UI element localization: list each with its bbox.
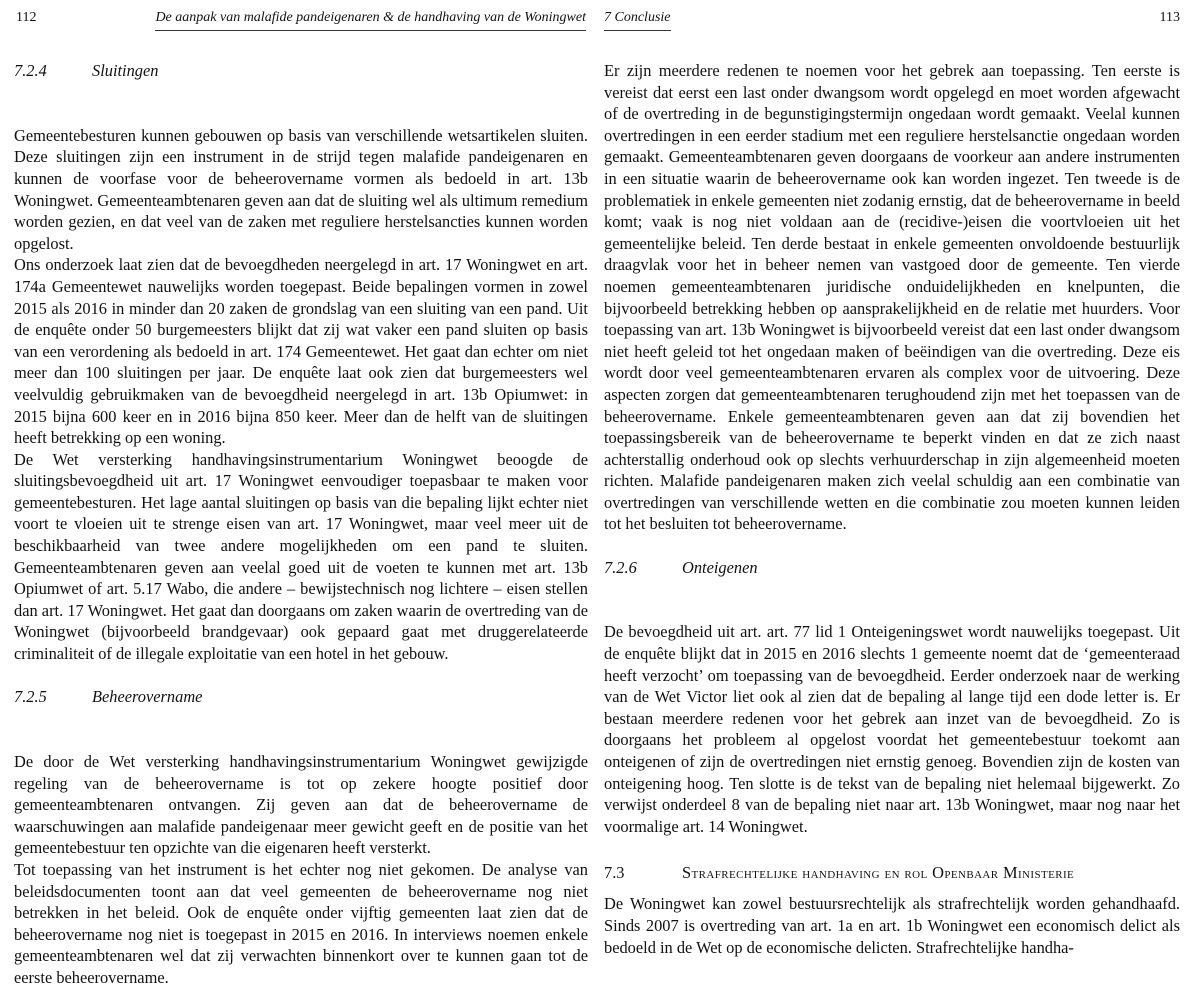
- paragraph: Er zijn meerdere redenen te noemen voor het gebrek aan toepassing. Ten eerste is vereist dat eerst een last onder dwangsom wordt opgelegd en moet worden afgewacht of de overtreding in de begunstigingstermijn ongedaan wordt gemaakt. Veelal kunnen overtredingen in een eerder stadium met een reguliere herstelsanctie ongedaan worden gemaakt. Gemeenteambtenaren geven doorgaans de voorkeur aan andere instrumenten in een situatie waarin de beheerovername ook kan worden ingezet. Ten tweede is de problematiek in enkele gemeenten niet zodanig ernstig, dat de beheerovername in beeld komt; vaak is nog niet voldaan aan de (recidive-)eisen die voortvloeien uit het gemeentelijke beleid. Ten derde bestaat in enkele gemeenten onvoldoende bestuurlijk draagvlak voor het in beheer nemen van vastgoed door de gemeente. Ten vierde noemen gemeenteambtenaren juridische onduidelijkheden en knelpunten, die bijvoorbeeld betrekking hebben op aansprakelijkheid en de relatie met huurders. Voor toepassing van art. 13b Woningwet is bijvoorbeeld vereist dat een last onder dwangsom niet heeft geleid tot het ongedaan maken of beëindigen van die overtreding. Deze eis wordt door veel gemeenteambtenaren ervaren als complex voor de uitvoering. Deze aspecten zorgen dat gemeenteambtenaren terughoudend zijn met het toepassen van de beheerovername. Enkele gemeenteambtenaren geven aan dat zij bovendien het toepassingsbereik van de beheerovername te beperkt vinden en dat ze zich naast achterstallig onderhoud ook op slechts verhuurderschap in zijn algemeenheid moeten richten. Malafide pandeigenaren maken zich veelal schuldig aan een combinatie van overtredingen van verschillende wetten en die combinatie zou moeten kunnen leiden tot het besluiten tot beheerovername.: [604, 61, 1180, 534]
- running-head-right: [604, 8, 1180, 30]
- left-running-title: De aanpak van malafide pandeigenaren & de handhaving van de Woningwet: [155, 8, 586, 31]
- section-number: 7.2.5: [14, 687, 47, 707]
- section-title: Onteigenen: [682, 557, 758, 577]
- section-number: 7.3: [604, 863, 625, 883]
- section-title: Beheerovername: [92, 687, 203, 707]
- running-head-left: [16, 8, 586, 30]
- section-heading-7-2-6: [604, 557, 1180, 579]
- left-page-column: [14, 60, 588, 989]
- right-page-column: [604, 60, 1180, 958]
- paragraph: Gemeentebesturen kunnen gebouwen op basis van verschillende wetsartikelen sluiten. Deze sluitingen zijn een instrument in de strijd tegen malafide pandeigenaren en kunnen de voorfase voor de beheerovername vormen als bedoeld in art. 13b Woningwet. Gemeenteambtenaren geven aan dat de sluiting wel als ultimum remedium worden gezien, en dat veel van de zaken met reguliere herstelsancties kunnen worden opgelost.: [14, 125, 588, 253]
- section-heading-7-2-5: [14, 686, 588, 708]
- paragraph: Ons onderzoek laat zien dat de bevoegdheden neergelegd in art. 17 Woningwet en art. 174a Gemeentewet nauwelijks worden toegepast. Beide bepalingen vormen in zowel 2015 als 2016 in minder dan 20 zaken de grondslag van een sluiting van een pand. Uit de enquête onder 50 burgemeesters blijkt dat zij wat vaker een pand sluiten op basis van een verordening als bedoeld in art. 174 Gemeentewet. Het gaat dan echter om niet meer dan 100 sluitingen per jaar. De enquête laat ook zien dat burgemeesters wel veelvuldig gebruikmaken van de bevoegdheid neergelegd in art. 13b Opiumwet: in 2015 bijna 600 keer en in 2016 bijna 850 keer. Meer dan de helft van de sluitingen heeft betrekking op een woning.: [14, 255, 588, 448]
- paragraph: De door de Wet versterking handhavingsinstrumentarium Woningwet gewijzigde regeling van de beheerovername is tot op zekere hoogte positief door gemeenteambtenaren ontvangen. Zij geven aan dat de beheerovername de waarschuwingen aan malafide pandeigenaar meer gewicht geeft en de positie van het gemeentebestuur ten opzichte van die eigenaren heeft versterkt.: [14, 752, 588, 858]
- paragraph: De bevoegdheid uit art. art. 77 lid 1 Onteigeningswet wordt nauwelijks toegepast. Uit de enquête blijkt dat in 2015 en 2016 slechts 1 gemeente noemt dat de ‘gemeenteraad heeft verzocht’ om toepassing van de bevoegdheid. Eerder onderzoek naar de werking van de Wet Victor liet ook al zien dat de bepaling al lange tijd een dode letter is. Er bestaan meerdere redenen voor het gebrek aan inzet van de bevoegdheid. Zo is doorgaans het probleem al opgelost voordat het gemeentebestuur toekomt aan onteigenen of zijn de overtredingen niet ernstig genoeg. Bovendien zijn de kosten van onteigening hoog. Ten slotte is de tekst van de bepaling niet helemaal bijgewerkt. Zo verwijst onderdeel 8 van de bepaling niet naar art. 13b Woningwet, maar nog naar het voormalige art. 14 Woningwet.: [604, 622, 1180, 836]
- paragraph: De Wet versterking handhavingsinstrumentarium Woningwet beoogde de sluitingsbevoegdheid uit art. 17 Woningwet eenvoudiger toepasbaar te maken voor gemeentebesturen. Het lage aantal sluitingen op basis van die bepaling lijkt echter niet voort te vloeien uit te strenge eisen van art. 17 Woningwet, maar veel meer uit de beschikbaarheid van twee andere mogelijkheden om een pand te sluiten. Gemeenteambtenaren geven aan veelal goed uit de voeten te kunnen met art. 13b Opiumwet of art. 5.17 Wabo, die andere – bewijstechnisch nog lichtere – eisen stellen dan art. 17 Woningwet. Het gaat dan doorgaans om zaken waarin de overtreding van de Woningwet (bijvoorbeeld brandgevaar) ook gepaard gaat met druggerelateerde criminaliteit of de illegale exploitatie van een hotel in het gebouw.: [14, 449, 588, 664]
- right-page-number: 113: [1159, 10, 1180, 25]
- section-heading-7-2-4: [14, 60, 588, 82]
- paragraph: De Woningwet kan zowel bestuursrechtelijk als strafrechtelijk worden gehandhaafd. Sinds 2007 is overtreding van art. 1a en art. 1b Woningwet een economisch delict als bedoeld in de Wet op de economische delicten. Strafrechtelijke handha-: [604, 894, 1180, 957]
- section-title: Strafrechtelijke handhaving en rol Openbaar Ministerie: [682, 863, 1075, 883]
- left-page-number: 112: [16, 10, 37, 25]
- section-number: 7.2.4: [14, 61, 47, 80]
- section-title: Sluitingen: [92, 61, 159, 80]
- paragraph: Tot toepassing van het instrument is het echter nog niet gekomen. De analyse van beleidsdocumenten toont aan dat veel gemeenten de beheerovername nog niet betrekken in het beleid. Ook de enquête onder vijftig gemeenten laat zien dat de beheerovername nog niet is toegepast in 2015 en 2016. In interviews noemen enkele gemeenteambtenaren wel dat zij verwachten binnenkort over te kunnen gaan tot de eerste beheerovername.: [14, 859, 588, 987]
- right-running-title: 7 Conclusie: [604, 8, 671, 31]
- section-heading-7-3: [604, 861, 1180, 885]
- section-number: 7.2.6: [604, 557, 637, 577]
